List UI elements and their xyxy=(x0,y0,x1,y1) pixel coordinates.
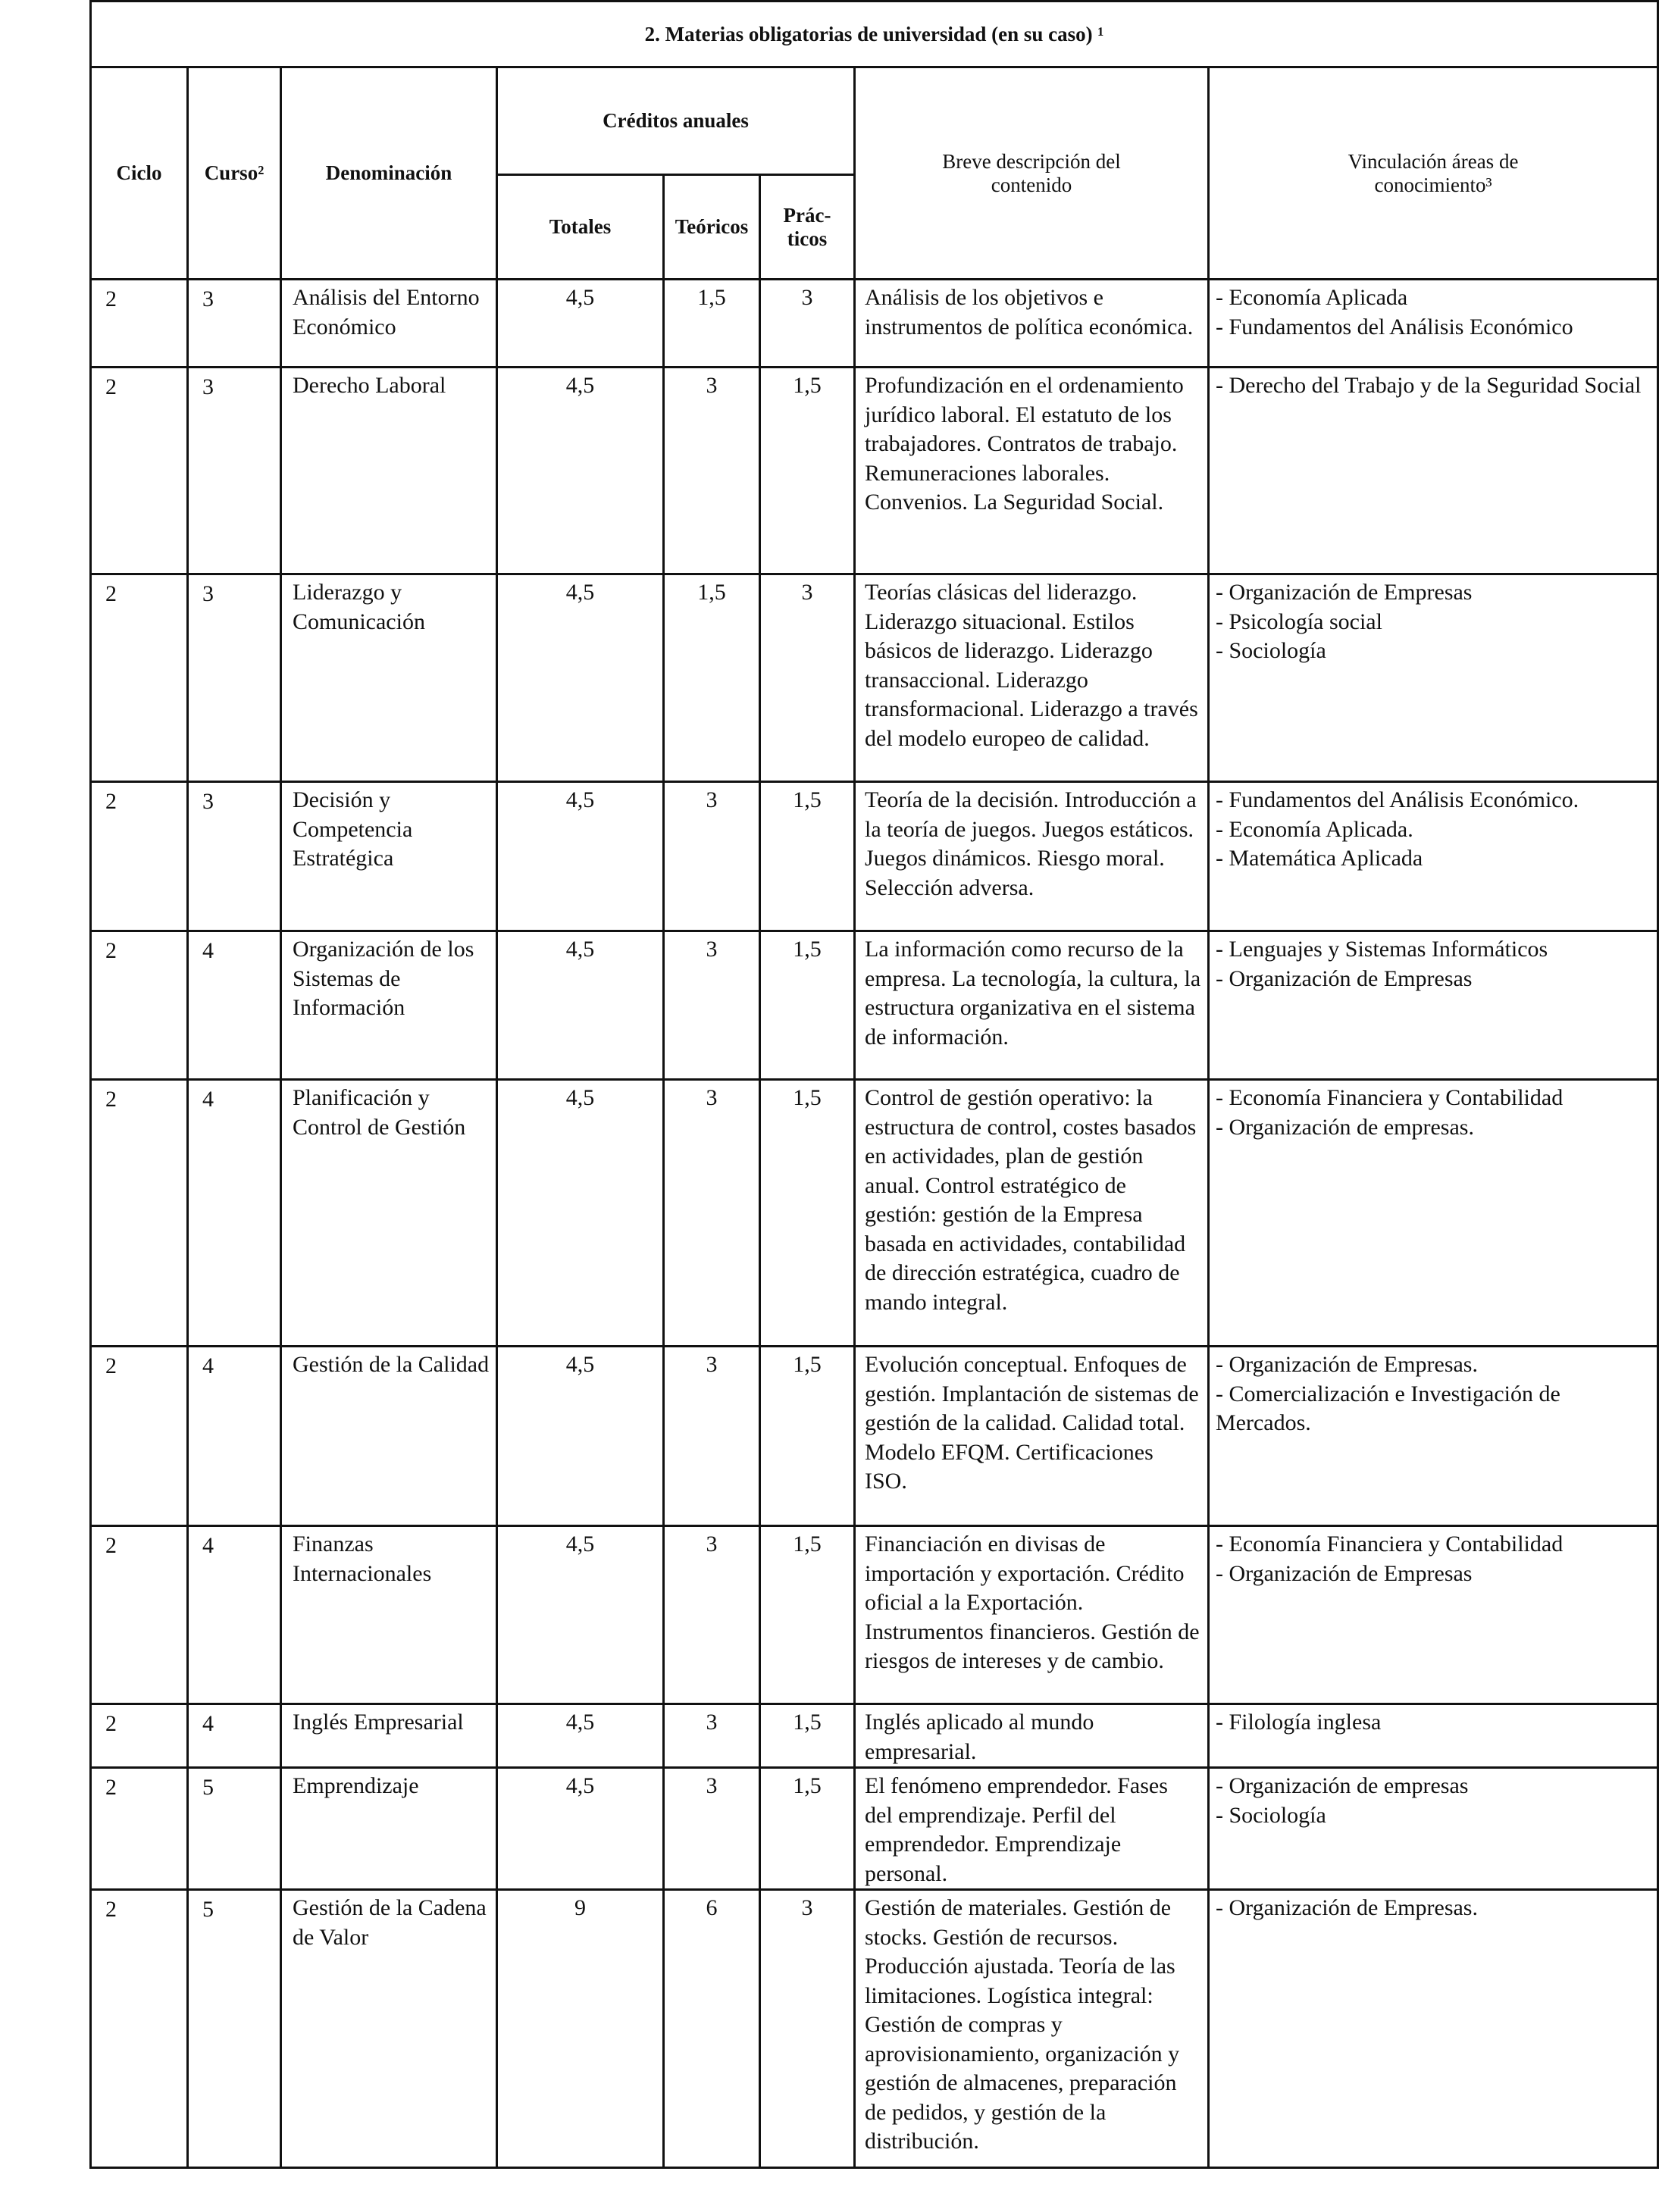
cell-ciclo: 2 xyxy=(91,931,188,1080)
cell-vinculacion xyxy=(1209,1768,1658,1890)
cell-vinculacion xyxy=(1209,1080,1658,1347)
cell-totales: 4,5 xyxy=(497,1768,664,1890)
cell-vinculacion xyxy=(1209,931,1658,1080)
header-curso: Curso² xyxy=(188,67,281,280)
cell-descripcion: El fenómeno emprendedor. Fases del emprendizaje. Perfil del emprendedor. Emprendizaje personal. xyxy=(855,1768,1209,1890)
header-ciclo: Ciclo xyxy=(91,67,188,280)
cell-vinculacion xyxy=(1209,1890,1658,2168)
cell-descripcion: Inglés aplicado al mundo empresarial. xyxy=(855,1704,1209,1768)
cell-ciclo: 2 xyxy=(91,280,188,368)
cell-practicos: 3 xyxy=(760,574,855,782)
cell-descripcion: Análisis de los objetivos e instrumentos de política económica. xyxy=(855,280,1209,368)
table-row xyxy=(91,1704,1658,1768)
cell-denominacion: Planificación y Control de Gestión xyxy=(281,1080,497,1347)
cell-denominacion: Análisis del Entorno Económico xyxy=(281,280,497,368)
cell-ciclo: 2 xyxy=(91,1347,188,1526)
cell-curso: 3 xyxy=(188,280,281,368)
area-item: - Comercialización e Investigación de Mercados. xyxy=(1216,1381,1560,1435)
cell-ciclo: 2 xyxy=(91,368,188,574)
area-item: - Economía Aplicada xyxy=(1216,285,1408,310)
cell-ciclo: 2 xyxy=(91,574,188,782)
cell-curso: 3 xyxy=(188,368,281,574)
cell-teoricos: 3 xyxy=(664,1526,760,1704)
cell-teoricos: 1,5 xyxy=(664,280,760,368)
cell-vinculacion xyxy=(1209,1704,1658,1768)
cell-totales: 4,5 xyxy=(497,1347,664,1526)
area-item: - Organización de empresas xyxy=(1216,1773,1469,1798)
cell-practicos: 3 xyxy=(760,1890,855,2168)
area-item: - Fundamentos del Análisis Económico. xyxy=(1216,787,1579,812)
cell-teoricos: 6 xyxy=(664,1890,760,2168)
table-title: 2. Materias obligatorias de universidad (en su caso) ¹ xyxy=(91,2,1658,67)
cell-descripcion: Control de gestión operativo: la estructura de control, costes basados en actividades, plan de gestión anual. Control estratégico de gestión: gestión de la Empresa basada en actividades, contabilidad de dirección estratégica, cuadro de mando integral. xyxy=(855,1080,1209,1347)
area-item: - Organización de Empresas. xyxy=(1216,1352,1478,1377)
cell-denominacion: Liderazgo y Comunicación xyxy=(281,574,497,782)
table-row xyxy=(91,1080,1658,1347)
cell-totales: 4,5 xyxy=(497,368,664,574)
header-denominacion: Denominación xyxy=(281,67,497,280)
table-row xyxy=(91,280,1658,368)
cell-practicos: 1,5 xyxy=(760,1347,855,1526)
table-row xyxy=(91,1768,1658,1890)
cell-curso: 4 xyxy=(188,1704,281,1768)
cell-descripcion: Teoría de la decisión. Introducción a la teoría de juegos. Juegos estáticos. Juegos dinámicos. Riesgo moral. Selección adversa. xyxy=(855,782,1209,931)
cell-descripcion: Gestión de materiales. Gestión de stocks. Gestión de recursos. Producción ajustada. Teoría de las limitaciones. Logística integral: Gestión de compras y aprovisionamiento, organización y gestión de almacenes, preparación de pedidos, y gestión de la distribución. xyxy=(855,1890,1209,2168)
cell-vinculacion xyxy=(1209,574,1658,782)
cell-ciclo: 2 xyxy=(91,1768,188,1890)
area-item: - Economía Financiera y Contabilidad xyxy=(1216,1085,1564,1110)
subjects-table xyxy=(89,0,1659,2169)
area-item: - Organización de Empresas xyxy=(1216,580,1473,605)
cell-practicos: 1,5 xyxy=(760,782,855,931)
cell-descripcion: Financiación en divisas de importación y exportación. Crédito oficial a la Exportación. Instrumentos financieros. Gestión de riesgos de intereses y de cambio. xyxy=(855,1526,1209,1704)
area-item: - Fundamentos del Análisis Económico xyxy=(1216,314,1573,339)
header-totales: Totales xyxy=(497,175,664,280)
cell-curso: 4 xyxy=(188,1526,281,1704)
table-row xyxy=(91,1347,1658,1526)
cell-vinculacion xyxy=(1209,280,1658,368)
area-item: - Organización de Empresas xyxy=(1216,1560,1473,1586)
area-item: - Organización de Empresas. xyxy=(1216,1895,1478,1920)
cell-ciclo: 2 xyxy=(91,1526,188,1704)
cell-denominacion: Derecho Laboral xyxy=(281,368,497,574)
table-row xyxy=(91,1890,1658,2168)
cell-teoricos: 3 xyxy=(664,1347,760,1526)
header-descripcion: Breve descripción del contenido xyxy=(855,67,1209,280)
cell-practicos: 1,5 xyxy=(760,368,855,574)
cell-totales: 4,5 xyxy=(497,1080,664,1347)
area-item: - Organización de empresas. xyxy=(1216,1114,1474,1140)
area-item: - Organización de Empresas xyxy=(1216,965,1473,991)
cell-descripcion: La información como recurso de la empresa. La tecnología, la cultura, la estructura organizativa en el sistema de información. xyxy=(855,931,1209,1080)
table-row xyxy=(91,782,1658,931)
cell-denominacion: Gestión de la Calidad xyxy=(281,1347,497,1526)
header-teoricos: Teóricos xyxy=(664,175,760,280)
area-item: - Matemática Aplicada xyxy=(1216,846,1423,871)
cell-descripcion: Evolución conceptual. Enfoques de gestión. Implantación de sistemas de gestión de la calidad. Calidad total. Modelo EFQM. Certificaciones ISO. xyxy=(855,1347,1209,1526)
header-practicos: Prác-ticos xyxy=(760,175,855,280)
table-row xyxy=(91,931,1658,1080)
cell-curso: 4 xyxy=(188,1080,281,1347)
header-vinculacion: Vinculación áreas de conocimiento³ xyxy=(1209,67,1658,280)
table-row xyxy=(91,574,1658,782)
cell-teoricos: 1,5 xyxy=(664,574,760,782)
area-item: - Economía Aplicada. xyxy=(1216,816,1413,842)
area-item: - Lenguajes y Sistemas Informáticos xyxy=(1216,937,1548,962)
area-item: - Sociología xyxy=(1216,638,1326,663)
cell-practicos: 1,5 xyxy=(760,1526,855,1704)
cell-ciclo: 2 xyxy=(91,1080,188,1347)
cell-denominacion: Finanzas Internacionales xyxy=(281,1526,497,1704)
cell-denominacion: Gestión de la Cadena de Valor xyxy=(281,1890,497,2168)
cell-vinculacion xyxy=(1209,782,1658,931)
subjects-table-page xyxy=(89,0,1657,2169)
cell-descripcion: Profundización en el ordenamiento jurídico laboral. El estatuto de los trabajadores. Contratos de trabajo. Remuneraciones laborales. Convenios. La Seguridad Social. xyxy=(855,368,1209,574)
cell-vinculacion xyxy=(1209,1347,1658,1526)
table-row xyxy=(91,1526,1658,1704)
cell-curso: 3 xyxy=(188,574,281,782)
cell-ciclo: 2 xyxy=(91,1890,188,2168)
table-row xyxy=(91,368,1658,574)
cell-teoricos: 3 xyxy=(664,1704,760,1768)
cell-practicos: 1,5 xyxy=(760,1704,855,1768)
cell-vinculacion xyxy=(1209,1526,1658,1704)
cell-totales: 9 xyxy=(497,1890,664,2168)
cell-totales: 4,5 xyxy=(497,574,664,782)
area-item: - Economía Financiera y Contabilidad xyxy=(1216,1532,1564,1557)
header-creditos-anuales: Créditos anuales xyxy=(497,67,855,175)
cell-totales: 4,5 xyxy=(497,782,664,931)
cell-totales: 4,5 xyxy=(497,1704,664,1768)
cell-practicos: 3 xyxy=(760,280,855,368)
cell-ciclo: 2 xyxy=(91,782,188,931)
area-item: - Derecho del Trabajo y de la Seguridad Social xyxy=(1216,373,1642,398)
cell-teoricos: 3 xyxy=(664,931,760,1080)
cell-practicos: 1,5 xyxy=(760,931,855,1080)
cell-descripcion: Teorías clásicas del liderazgo. Liderazgo situacional. Estilos básicos de liderazgo. Liderazgo transaccional. Liderazgo transformacional. Liderazgo a través del modelo europeo de calidad. xyxy=(855,574,1209,782)
area-item: - Sociología xyxy=(1216,1802,1326,1828)
cell-teoricos: 3 xyxy=(664,1768,760,1890)
cell-denominacion: Organización de los Sistemas de Información xyxy=(281,931,497,1080)
cell-denominacion: Decisión y Competencia Estratégica xyxy=(281,782,497,931)
cell-curso: 4 xyxy=(188,1347,281,1526)
cell-curso: 4 xyxy=(188,931,281,1080)
area-item: - Filología inglesa xyxy=(1216,1710,1382,1735)
cell-practicos: 1,5 xyxy=(760,1080,855,1347)
cell-vinculacion xyxy=(1209,368,1658,574)
cell-curso: 5 xyxy=(188,1768,281,1890)
cell-ciclo: 2 xyxy=(91,1704,188,1768)
cell-denominacion: Inglés Empresarial xyxy=(281,1704,497,1768)
cell-teoricos: 3 xyxy=(664,782,760,931)
cell-teoricos: 3 xyxy=(664,1080,760,1347)
cell-teoricos: 3 xyxy=(664,368,760,574)
cell-totales: 4,5 xyxy=(497,931,664,1080)
cell-curso: 5 xyxy=(188,1890,281,2168)
cell-totales: 4,5 xyxy=(497,280,664,368)
area-item: - Psicología social xyxy=(1216,609,1382,634)
cell-totales: 4,5 xyxy=(497,1526,664,1704)
cell-denominacion: Emprendizaje xyxy=(281,1768,497,1890)
cell-curso: 3 xyxy=(188,782,281,931)
cell-practicos: 1,5 xyxy=(760,1768,855,1890)
